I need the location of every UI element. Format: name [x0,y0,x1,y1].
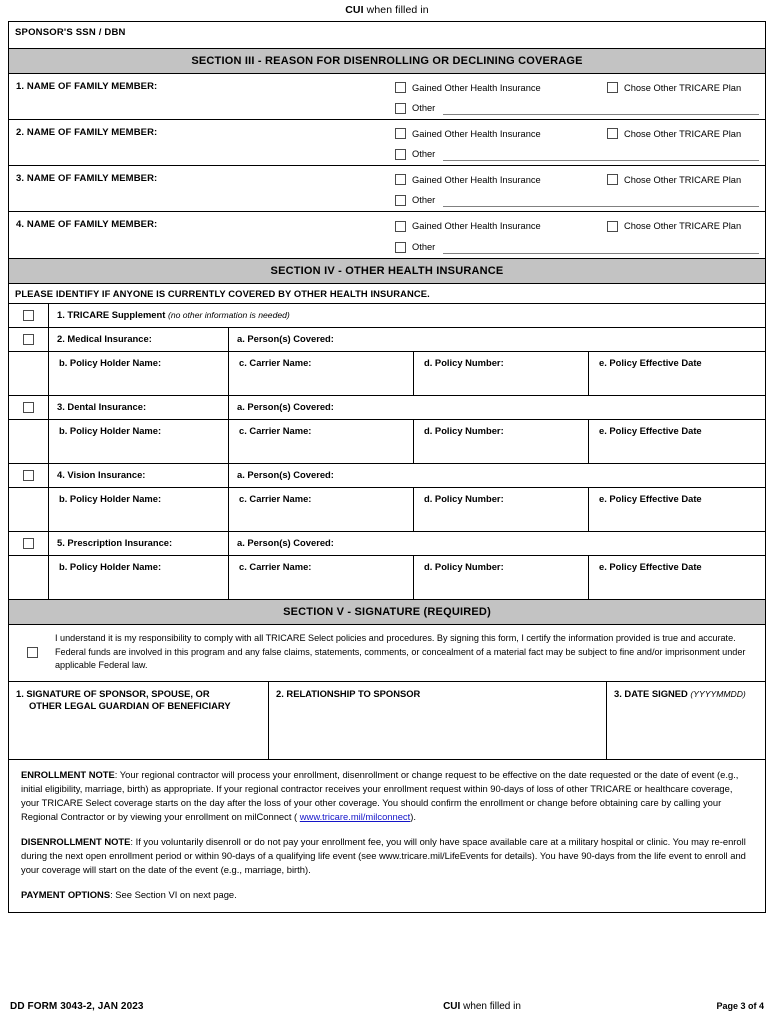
reason-options [395,212,765,258]
other-reason-input[interactable] [443,241,759,254]
carrier-label: c. Carrier Name: [239,493,312,504]
vision-policy-holder-field[interactable] [49,488,229,531]
reason-options [395,74,765,119]
gained-insurance-option[interactable] [395,82,607,93]
medical-insurance-checkbox[interactable] [23,334,34,345]
cui-header-suffix: when filled in [363,4,429,16]
chose-tricare-option[interactable] [607,174,765,185]
prescription-title-cell [49,532,229,555]
milconnect-link[interactable]: www.tricare.mil/milconnect [299,810,411,822]
insurance-detail-row [9,419,765,463]
other-reason-checkbox[interactable] [395,149,406,160]
date-signed-field[interactable] [607,682,765,759]
medical-effective-date-field[interactable] [589,352,765,395]
insurance-detail-row [9,351,765,395]
gained-insurance-label: Gained Other Health Insurance [412,174,541,185]
family-member-name-field[interactable] [9,166,395,211]
medical-insurance-label: 2. Medical Insurance: [57,333,152,344]
persons-covered-label: a. Person(s) Covered: [237,537,334,548]
signature-field[interactable] [9,682,269,759]
chose-tricare-checkbox[interactable] [607,174,618,185]
page-number: Page 3 of 4 [716,1001,764,1011]
insurance-header-row [9,328,765,351]
dental-checkbox-cell[interactable] [9,396,49,419]
reason-options [395,120,765,165]
reason-other-line [395,236,765,258]
enrollment-note-body: : Your regional contractor will process your enrollment, disenrollment or change request to be effective on the date requested or the date of event (e.g., initial eligibility, marriage, birth) as appropriate. If your regional contractor receives your enrollment request within 90-days of loss of other TRICARE or healthcare coverage, your TRICARE Select coverage starts on the day after the loss of your other coverage. You should confirm the enrollment or change before obtaining care by calling your Regional Contractor or by viewing your enrollment on milConnect ( [21,768,739,822]
family-member-name-field[interactable] [9,120,395,165]
gained-insurance-checkbox[interactable] [395,174,406,185]
signature-row [9,682,765,760]
supplement-row [9,304,765,327]
chose-tricare-option[interactable] [607,82,765,93]
detail-spacer [9,488,49,531]
disenrollment-note [21,835,753,877]
reason-options [395,166,765,211]
section-3-title: SECTION III - REASON FOR DISENROLLING OR DECLINING COVERAGE [191,55,583,67]
other-reason-label: Other [412,103,436,114]
prescription-policy-number-field[interactable] [414,556,589,599]
other-reason-label: Other [412,149,436,160]
vision-persons-covered-field[interactable] [229,464,765,487]
chose-tricare-label: Chose Other TRICARE Plan [624,221,742,231]
dental-title-cell [49,396,229,419]
vision-insurance-label: 4. Vision Insurance: [57,469,146,480]
form-identifier: DD FORM 3043-2, JAN 2023 [10,1001,144,1012]
dental-effective-date-field[interactable] [589,420,765,463]
policy-holder-label: b. Policy Holder Name: [59,357,162,368]
prescription-effective-date-field[interactable] [589,556,765,599]
prescription-insurance-label: 5. Prescription Insurance: [57,537,173,548]
family-member-row [9,212,765,258]
family-member-row [9,74,765,120]
certification-text: I understand it is my responsibility to comply with all TRICARE Select policies and procedures. By signing this form, I certify the information provided is true and accurate. Federal funds are involved in this program and any false claims, statements, comments, or concealment of a material fact may be subject to fine and/or imprisonment under applicable Federal law. [55,633,746,670]
insurance-detail-row [9,487,765,531]
section-4-instruction [9,284,765,304]
dental-persons-covered-field[interactable] [229,396,765,419]
date-signed-label: 3. DATE SIGNED [614,687,688,699]
dental-insurance-label: 3. Dental Insurance: [57,401,147,412]
medical-title-cell [49,328,229,351]
reason-primary-line [395,170,765,190]
persons-covered-label: a. Person(s) Covered: [237,333,334,344]
dental-insurance-checkbox[interactable] [23,402,34,413]
dental-policy-number-field[interactable] [414,420,589,463]
disenrollment-note-body: : If you voluntarily disenroll or do not pay your enrollment fee, you will only have space available care at a military hospital or clinic. You may re-enroll during the next open enrollment period or within 90-days of a qualifying life event (see www.tricare.mil/LifeEvents for details). You have 90-days from the life event to enroll and your coverage will start on the date of the event (e.g., marriage, birth). [21,835,746,875]
enrollment-note [21,768,753,824]
prescription-checkbox-cell[interactable] [9,532,49,555]
section-4-instruction-text: PLEASE IDENTIFY IF ANYONE IS CURRENTLY COVERED BY OTHER HEALTH INSURANCE. [15,288,430,299]
detail-spacer [9,420,49,463]
effective-date-label: e. Policy Effective Date [599,425,702,436]
carrier-label: c. Carrier Name: [239,425,312,436]
gained-insurance-label: Gained Other Health Insurance [412,221,541,231]
form-body [8,21,766,913]
gained-insurance-checkbox[interactable] [395,128,406,139]
supplement-label: 1. TRICARE Supplement [57,309,166,320]
supplement-note: (no other information is needed) [167,310,290,320]
date-format-hint: (YYYYMMDD) [690,688,746,699]
supplement-checkbox-cell[interactable] [9,304,49,327]
prescription-carrier-field[interactable] [229,556,414,599]
carrier-label: c. Carrier Name: [239,357,312,368]
chose-tricare-checkbox[interactable] [607,221,618,232]
medical-policy-holder-field[interactable] [49,352,229,395]
certification-row [9,625,765,682]
vision-carrier-field[interactable] [229,488,414,531]
signature-label-line2: OTHER LEGAL GUARDIAN OF BENEFICIARY [29,699,231,711]
family-member-row [9,120,765,166]
insurance-block-dental [9,396,765,464]
policy-number-label: d. Policy Number: [424,425,504,436]
section-4-title: SECTION IV - OTHER HEALTH INSURANCE [270,265,504,277]
reason-primary-line [395,78,765,98]
cui-marking: CUI [345,4,364,16]
reason-primary-line [395,216,765,236]
enrollment-note-lead: ENROLLMENT NOTE [21,768,115,780]
family-member-label: 2. NAME OF FAMILY MEMBER: [16,127,158,138]
family-member-label: 3. NAME OF FAMILY MEMBER: [16,173,158,184]
section-5-title: SECTION V - SIGNATURE (REQUIRED) [283,606,491,618]
other-reason-input[interactable] [443,148,759,161]
medical-checkbox-cell[interactable] [9,328,49,351]
reason-other-line [395,190,765,211]
gained-insurance-option[interactable] [395,174,607,185]
section-5-header [9,599,765,625]
family-member-name-field[interactable] [9,74,395,119]
policy-holder-label: b. Policy Holder Name: [59,561,162,572]
signature-label-line1: 1. SIGNATURE OF SPONSOR, SPOUSE, OR [16,687,210,699]
policy-number-label: d. Policy Number: [424,561,504,572]
supplement-title-cell [49,304,765,327]
other-reason-checkbox[interactable] [395,103,406,114]
other-reason-input[interactable] [443,194,759,207]
insurance-block-supplement [9,304,765,328]
vision-title-cell [49,464,229,487]
payment-options-note [21,888,753,902]
payment-options-body: : See Section VI on next page. [110,888,237,900]
medical-policy-number-field[interactable] [414,352,589,395]
chose-tricare-label: Chose Other TRICARE Plan [624,174,742,185]
certification-checkbox[interactable] [27,647,38,658]
gained-insurance-option[interactable] [395,128,607,139]
section-4-header [9,258,765,284]
cui-footer-banner [310,1001,654,1012]
gained-insurance-checkbox[interactable] [395,82,406,93]
gained-insurance-label: Gained Other Health Insurance [412,128,541,139]
other-reason-checkbox[interactable] [395,242,406,253]
chose-tricare-option[interactable] [607,221,765,232]
gained-insurance-checkbox[interactable] [395,221,406,232]
vision-effective-date-field[interactable] [589,488,765,531]
notes-block [9,760,765,912]
prescription-persons-covered-field[interactable] [229,532,765,555]
sponsor-ssn-field[interactable] [9,22,765,48]
reason-other-line [395,144,765,165]
policy-number-label: d. Policy Number: [424,493,504,504]
sponsor-ssn-label: SPONSOR'S SSN / DBN [15,27,126,38]
certification-checkbox-cell[interactable] [9,632,55,673]
other-reason-checkbox[interactable] [395,195,406,206]
insurance-header-row [9,532,765,555]
insurance-block-prescription [9,532,765,599]
family-member-label: 1. NAME OF FAMILY MEMBER: [16,81,158,92]
supplement-checkbox[interactable] [23,310,34,321]
effective-date-label: e. Policy Effective Date [599,561,702,572]
page-footer [0,1001,774,1012]
dental-policy-holder-field[interactable] [49,420,229,463]
dental-carrier-field[interactable] [229,420,414,463]
policy-holder-label: b. Policy Holder Name: [59,425,162,436]
insurance-block-medical [9,328,765,396]
vision-policy-number-field[interactable] [414,488,589,531]
persons-covered-label: a. Person(s) Covered: [237,401,334,412]
gained-insurance-option[interactable] [395,221,607,232]
cui-marking: CUI [443,1001,461,1012]
insurance-header-row [9,396,765,419]
reason-primary-line [395,124,765,144]
insurance-detail-row [9,555,765,599]
prescription-insurance-checkbox[interactable] [23,538,34,549]
gained-insurance-label: Gained Other Health Insurance [412,82,541,93]
vision-checkbox-cell[interactable] [9,464,49,487]
policy-number-label: d. Policy Number: [424,357,504,368]
enrollment-note-tail: ). [410,810,416,822]
cui-footer-suffix: when filled in [460,1001,521,1012]
chose-tricare-label: Chose Other TRICARE Plan [624,82,742,93]
policy-holder-label: b. Policy Holder Name: [59,493,162,504]
family-member-row [9,166,765,212]
detail-spacer [9,556,49,599]
chose-tricare-checkbox[interactable] [607,82,618,93]
relationship-label: 2. RELATIONSHIP TO SPONSOR [276,687,421,699]
section-3-header [9,48,765,74]
persons-covered-label: a. Person(s) Covered: [237,469,334,480]
medical-carrier-field[interactable] [229,352,414,395]
other-reason-label: Other [412,195,436,206]
effective-date-label: e. Policy Effective Date [599,493,702,504]
other-reason-input[interactable] [443,102,759,115]
chose-tricare-label: Chose Other TRICARE Plan [624,128,742,139]
reason-other-line [395,98,765,119]
insurance-header-row [9,464,765,487]
chose-tricare-option[interactable] [607,128,765,139]
vision-insurance-checkbox[interactable] [23,470,34,481]
disenrollment-note-lead: DISENROLLMENT NOTE [21,835,131,847]
other-reason-label: Other [412,242,436,252]
insurance-block-vision [9,464,765,532]
cui-header-banner [0,0,774,21]
prescription-policy-holder-field[interactable] [49,556,229,599]
family-member-name-field[interactable] [9,212,395,258]
carrier-label: c. Carrier Name: [239,561,312,572]
effective-date-label: e. Policy Effective Date [599,357,702,368]
medical-persons-covered-field[interactable] [229,328,765,351]
family-member-label: 4. NAME OF FAMILY MEMBER: [16,219,158,230]
payment-options-lead: PAYMENT OPTIONS [21,888,111,900]
detail-spacer [9,352,49,395]
relationship-field[interactable] [269,682,607,759]
chose-tricare-checkbox[interactable] [607,128,618,139]
